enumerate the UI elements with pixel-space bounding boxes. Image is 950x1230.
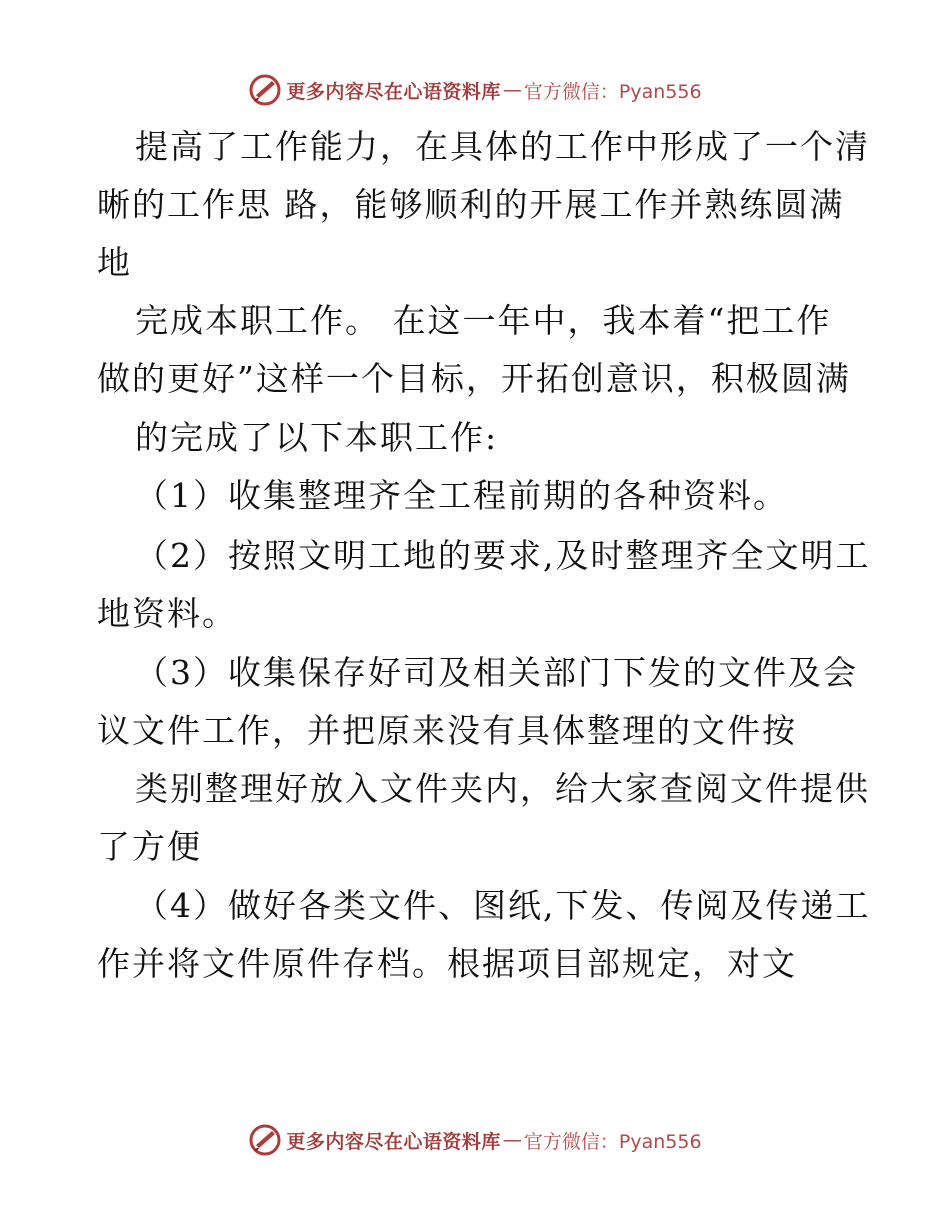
text-line: 类别整理好放入文件夹内，给大家查阅文件提供 [135, 769, 870, 808]
text-line: 的完成了以下本职工作: [135, 418, 499, 457]
watermark-dash: — [502, 1129, 522, 1151]
text-line: 完成本职工作。 在这一年中，我本着“把工作 [135, 301, 832, 340]
text-line: 地资料。 [97, 594, 237, 633]
watermark-text: 更多内容尽在心语资料库 [286, 1130, 501, 1153]
text-line: 提高了工作能力，在具体的工作中形成了一个清 [135, 127, 870, 166]
text-line: 作并将文件原件存档。根据项目部规定，对文 [97, 944, 797, 983]
text-line: 地 [97, 243, 132, 282]
text-line: （2）按照文明工地的要求,及时整理齐全文明工 [135, 536, 871, 575]
text-line: 晰的工作思 路，能够顺利的开展工作并熟练圆满 [97, 185, 845, 224]
brush-logo-icon [248, 73, 282, 107]
text-line: 了方便 [97, 827, 202, 866]
watermark-contact: 官方微信：Pyan556 [523, 1130, 702, 1153]
text-line: （4）做好各类文件、图纸,下发、传阅及传递工 [135, 886, 871, 925]
watermark-dash: — [502, 79, 522, 101]
brush-logo-icon [248, 1123, 282, 1157]
footer-watermark [0, 1120, 950, 1160]
text-line: （3）收集保存好司及相关部门下发的文件及会 [135, 653, 858, 692]
header-watermark [0, 70, 950, 110]
watermark-contact: 官方微信：Pyan556 [523, 80, 702, 103]
text-line: 议文件工作，并把原来没有具体整理的文件按 [97, 711, 797, 750]
text-line: （1）收集整理齐全工程前期的各种资料。 [135, 476, 788, 515]
text-line: 做的更好”这样一个目标，开拓创意识，积极圆满 [97, 359, 851, 398]
watermark-text: 更多内容尽在心语资料库 [286, 80, 501, 103]
